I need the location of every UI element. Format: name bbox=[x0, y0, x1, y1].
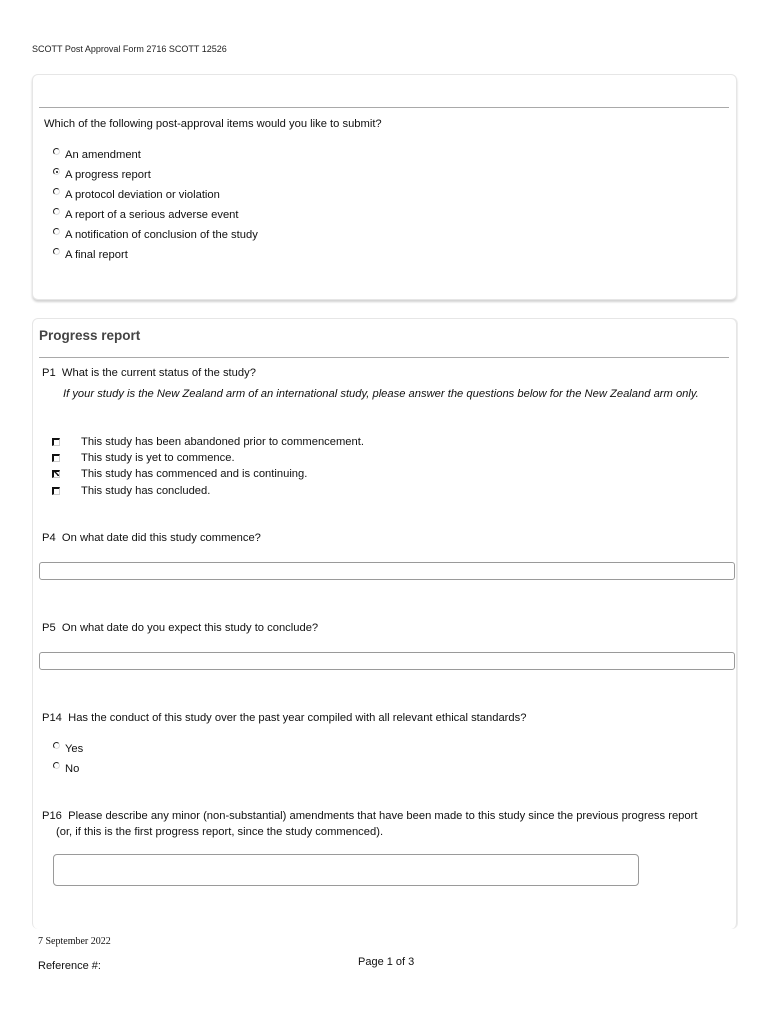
submission-question: Which of the following post-approval items would you like to submit? bbox=[44, 118, 382, 130]
radio-button[interactable] bbox=[53, 228, 60, 235]
radio-label: A protocol deviation or violation bbox=[65, 189, 220, 201]
radio-button-selected[interactable] bbox=[53, 168, 60, 175]
question-number: P1 bbox=[42, 367, 56, 379]
conclude-date-field[interactable] bbox=[39, 652, 735, 670]
checkbox-label: This study has concluded. bbox=[81, 485, 211, 497]
checkbox-label: This study has been abandoned prior to commencement. bbox=[81, 436, 364, 448]
footer-date: 7 September 2022 bbox=[38, 936, 111, 947]
divider bbox=[39, 107, 729, 108]
radio-final-report[interactable] bbox=[53, 249, 128, 261]
radio-label: A notification of conclusion of the study bbox=[65, 229, 258, 241]
radio-label: A final report bbox=[65, 249, 128, 261]
divider bbox=[39, 357, 729, 358]
radio-protocol-deviation[interactable] bbox=[53, 189, 220, 201]
radio-button[interactable] bbox=[53, 248, 60, 255]
checkbox-label: This study has commenced and is continuing. bbox=[81, 468, 308, 480]
p1-note: If your study is the New Zealand arm of an international study, please answer the questions below for the New Zealand arm only. bbox=[63, 388, 699, 400]
question-number: P14 bbox=[42, 712, 62, 724]
radio-progress-report[interactable] bbox=[53, 169, 151, 181]
radio-no[interactable] bbox=[53, 763, 79, 775]
p1-question bbox=[42, 367, 256, 379]
question-number: P16 bbox=[42, 810, 62, 822]
document-header: SCOTT Post Approval Form 2716 SCOTT 12526 bbox=[32, 44, 227, 54]
radio-button[interactable] bbox=[53, 188, 60, 195]
radio-button[interactable] bbox=[53, 742, 60, 749]
footer-reference: Reference #: bbox=[38, 960, 101, 972]
question-text: What is the current status of the study? bbox=[61, 367, 256, 379]
checkbox-concluded[interactable] bbox=[52, 485, 210, 497]
question-text: Please describe any minor (non-substantial) amendments that have been made to this study since the previous progress report bbox=[68, 810, 698, 822]
radio-label: Yes bbox=[65, 743, 84, 755]
checkbox-commenced-continuing[interactable] bbox=[52, 468, 307, 480]
radio-amendment[interactable] bbox=[53, 149, 141, 161]
radio-button[interactable] bbox=[53, 208, 60, 215]
radio-label: No bbox=[65, 763, 80, 775]
radio-serious-adverse-event[interactable] bbox=[53, 209, 239, 221]
question-number: P5 bbox=[42, 622, 56, 634]
radio-button[interactable] bbox=[53, 762, 60, 769]
p16-question bbox=[42, 808, 722, 840]
checkbox[interactable] bbox=[52, 454, 60, 462]
radio-notification-conclusion[interactable] bbox=[53, 229, 258, 241]
radio-label: An amendment bbox=[65, 149, 141, 161]
radio-yes[interactable] bbox=[53, 743, 83, 755]
page-number: Page 1 of 3 bbox=[358, 956, 415, 968]
question-text: On what date do you expect this study to conclude? bbox=[61, 622, 319, 634]
checkbox-label: This study is yet to commence. bbox=[81, 452, 235, 464]
commence-date-field[interactable] bbox=[39, 562, 735, 580]
checkbox-abandoned[interactable] bbox=[52, 436, 364, 448]
question-text: On what date did this study commence? bbox=[61, 532, 261, 544]
checkbox[interactable] bbox=[52, 487, 60, 495]
amendments-textarea[interactable] bbox=[53, 854, 639, 886]
p4-question bbox=[42, 532, 261, 544]
p14-question bbox=[42, 712, 526, 724]
radio-label: A report of a serious adverse event bbox=[65, 209, 239, 221]
p5-question bbox=[42, 622, 318, 634]
checkbox[interactable] bbox=[52, 438, 60, 446]
checkbox-yet-to-commence[interactable] bbox=[52, 452, 235, 464]
section-title: Progress report bbox=[39, 328, 141, 343]
radio-label: A progress report bbox=[65, 169, 151, 181]
question-text: Has the conduct of this study over the past year compiled with all relevant ethical standards? bbox=[68, 712, 527, 724]
radio-button[interactable] bbox=[53, 148, 60, 155]
question-text-continued: (or, if this is the first progress report, since the study commenced). bbox=[56, 826, 384, 838]
checkbox-checked[interactable] bbox=[52, 470, 60, 478]
question-number: P4 bbox=[42, 532, 56, 544]
